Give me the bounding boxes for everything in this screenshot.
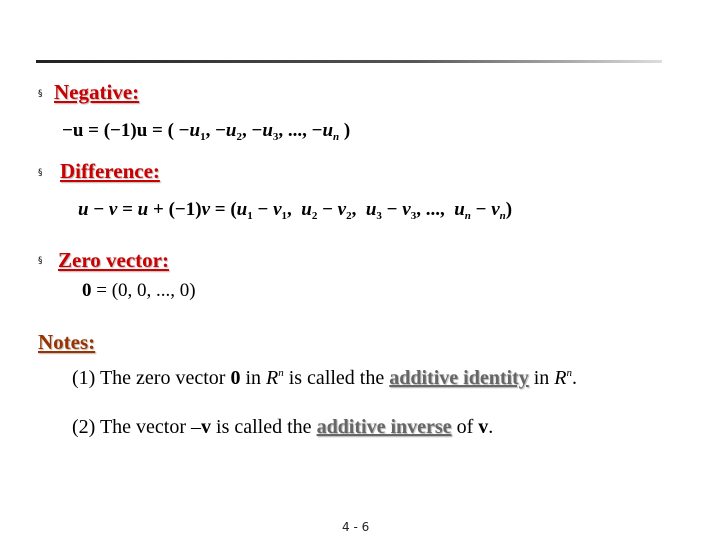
negative-heading: Negative: xyxy=(54,80,140,104)
note-2-v-2: v xyxy=(478,416,489,438)
note-1-exponent: n xyxy=(278,367,284,379)
difference-heading: Difference: xyxy=(60,159,160,183)
notes-heading: Notes: xyxy=(38,330,96,354)
note-1-in-2: in xyxy=(533,367,550,389)
title-divider-line xyxy=(36,60,662,63)
note-1-prefix: (1) The zero vector xyxy=(72,367,226,389)
zero-vector-value: = (0, 0, ..., 0) xyxy=(96,280,196,301)
note-1-exponent-2: n xyxy=(566,367,572,379)
page-number: 4 - 6 xyxy=(342,520,370,534)
note-2-of: of xyxy=(456,416,474,438)
bullet-icon: § xyxy=(38,168,43,178)
negative-formula: −u = (−1)u = ( $-u_1$, $-u_2$, $-u_3$, ..., $-u_n$ ) xyxy=(62,120,351,143)
negative-formula-rhs: ) xyxy=(343,120,351,141)
note-1-zero: 0 xyxy=(230,367,241,389)
zero-vector-formula xyxy=(82,280,196,302)
note-1-middle: is called the xyxy=(288,367,385,389)
note-1-in: in xyxy=(245,367,261,389)
note-2 xyxy=(72,416,493,439)
note-2-middle: is called the xyxy=(211,416,312,438)
note-1-space-2: R xyxy=(554,367,567,389)
additive-identity-term: additive identity xyxy=(389,367,529,389)
bullet-icon: § xyxy=(38,256,43,266)
difference-formula: $u - v = u + (-1)v = (u_1 - v_1$, $u_2 - v_2$, $u_3 - v_3$, ..., $u_n - v_n$) xyxy=(78,199,513,222)
note-1 xyxy=(72,367,577,390)
note-1-period: . xyxy=(571,367,577,389)
additive-inverse-term: additive inverse xyxy=(316,416,452,438)
bullet-icon: § xyxy=(38,89,43,99)
note-2-v: v xyxy=(201,416,212,438)
negative-formula-lhs: −u = (−1)u = ( xyxy=(62,120,174,141)
note-2-prefix: (2) The vector – xyxy=(72,416,202,438)
note-1-space: R xyxy=(266,367,279,389)
zero-vector-symbol: 0 xyxy=(82,280,92,301)
note-2-period: . xyxy=(488,416,494,438)
zero-vector-heading: Zero vector: xyxy=(58,248,169,272)
